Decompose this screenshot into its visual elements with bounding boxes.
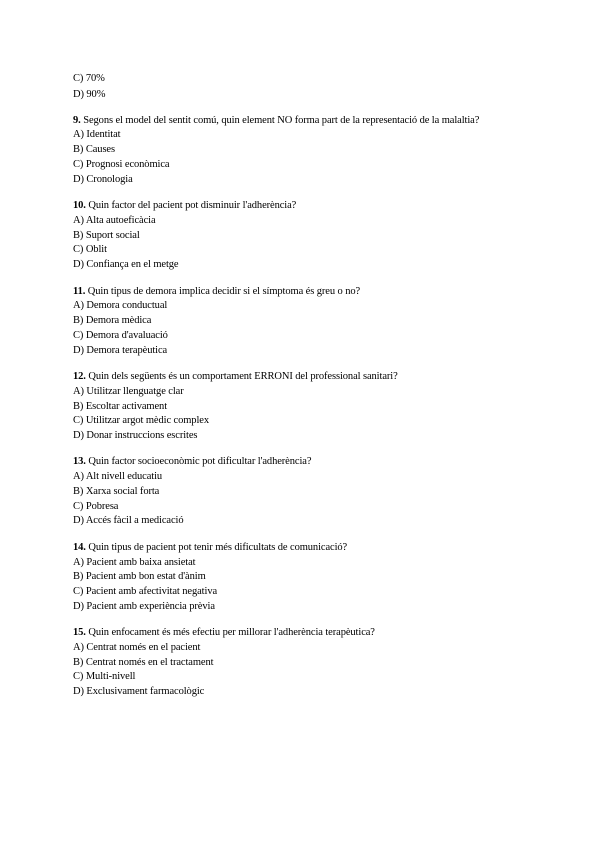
question-11	[73, 285, 360, 298]
answer-option: D) Donar instruccions escrites	[73, 430, 198, 441]
answer-option: C) Multi-nivell	[73, 671, 136, 682]
answer-option: B) Demora mèdica	[73, 315, 152, 326]
question-text: Quin factor del pacient pot disminuir l'adherència?	[88, 200, 297, 211]
answer-option: C) Pacient amb afectivitat negativa	[73, 586, 218, 597]
question-number: 13.	[73, 456, 86, 467]
answer-option: C) Utilitzar argot mèdic complex	[73, 415, 209, 426]
answer-option: C) Demora d'avaluació	[73, 330, 168, 341]
answer-option: D) Cronologia	[73, 174, 133, 185]
question-text: Quin tipus de pacient pot tenir més dificultats de comunicació?	[88, 542, 348, 553]
question-12	[73, 370, 398, 383]
answer-option: B) Suport social	[73, 230, 140, 241]
answer-option: C) Oblit	[73, 244, 107, 255]
answer-option: B) Xarxa social forta	[73, 486, 160, 497]
question-15	[73, 626, 375, 639]
answer-option: C) Prognosi econòmica	[73, 159, 170, 170]
answer-option: D) Pacient amb experiència prèvia	[73, 601, 215, 612]
question-number: 10.	[73, 200, 86, 211]
answer-option: D) Confiança en el metge	[73, 259, 179, 270]
question-text: Quin tipus de demora implica decidir si el símptoma és greu o no?	[87, 286, 361, 297]
answer-option: A) Identitat	[73, 129, 121, 140]
answer-option: D) 90%	[73, 89, 106, 100]
question-number: 9.	[73, 115, 81, 126]
answer-option: D) Exclusivament farmacològic	[73, 686, 205, 697]
answer-option: B) Escoltar activament	[73, 401, 168, 412]
answer-option: A) Utilitzar llenguatge clar	[73, 386, 184, 397]
question-13	[73, 455, 311, 468]
question-10	[73, 199, 296, 212]
answer-option: B) Pacient amb bon estat d'ànim	[73, 571, 206, 582]
question-9	[73, 114, 479, 127]
answer-option: C) 70%	[73, 73, 105, 84]
answer-option: B) Causes	[73, 144, 115, 155]
answer-option: C) Pobresa	[73, 501, 119, 512]
answer-option: A) Alt nivell educatiu	[73, 471, 163, 482]
question-text: Quin enfocament és més efectiu per millorar l'adherència terapèutica?	[88, 627, 375, 638]
answer-option: A) Alta autoeficàcia	[73, 215, 156, 226]
answer-option: B) Centrat només en el tractament	[73, 657, 214, 668]
question-number: 12.	[73, 371, 86, 382]
answer-option: D) Demora terapèutica	[73, 345, 168, 356]
question-text: Segons el model del sentit comú, quin element NO forma part de la representació de la malaltia?	[83, 115, 480, 126]
question-14	[73, 541, 347, 554]
answer-option: A) Pacient amb baixa ansietat	[73, 557, 196, 568]
answer-option: A) Demora conductual	[73, 300, 168, 311]
answer-option: A) Centrat només en el pacient	[73, 642, 201, 653]
question-number: 15.	[73, 627, 86, 638]
answer-option: D) Accés fàcil a medicació	[73, 515, 184, 526]
question-text: Quin factor socioeconòmic pot dificultar l'adherència?	[88, 456, 312, 467]
question-number: 14.	[73, 542, 86, 553]
question-text: Quin dels següents és un comportament ERRONI del professional sanitari?	[88, 371, 398, 382]
question-number: 11.	[73, 286, 86, 297]
